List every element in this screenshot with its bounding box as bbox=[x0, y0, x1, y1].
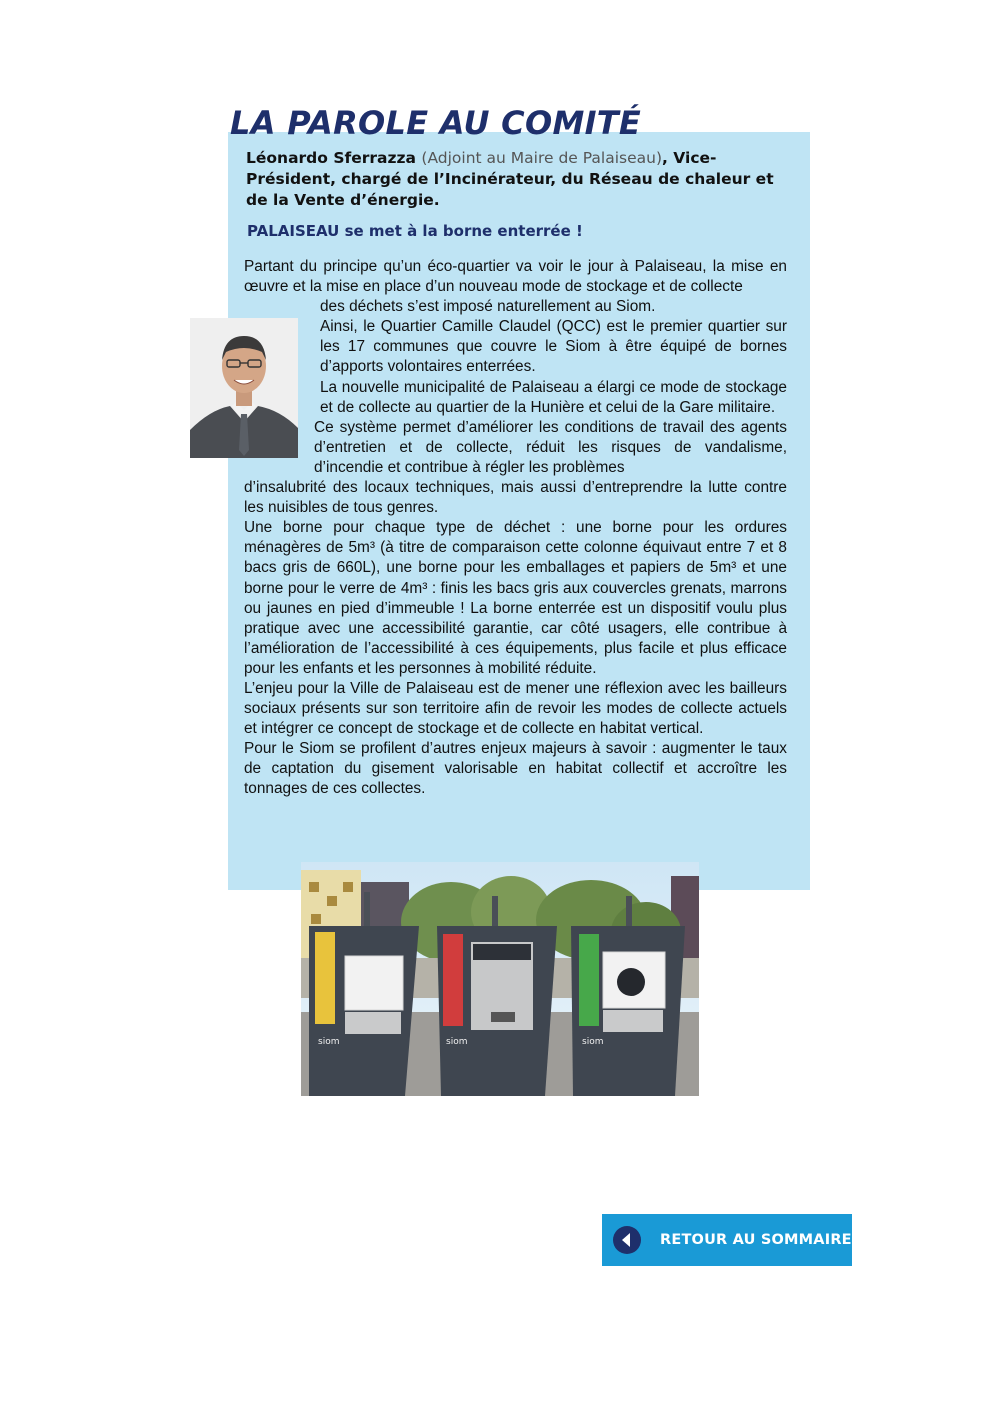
bin-brand-2: siom bbox=[446, 1037, 468, 1047]
underground-bins-photo bbox=[301, 862, 699, 1096]
author-name: Léonardo Sferrazza bbox=[246, 149, 416, 167]
paragraph-system-cont: d’insalubrité des locaux techniques, mais aussi d’entreprendre la lutte contre les nuisibles de tous genres. bbox=[244, 479, 787, 517]
paragraph-siom: Pour le Siom se profilent d’autres enjeux majeurs à savoir : augmenter le taux de captation du gisement valorisable en habitat collectif et accroître les tonnages de ces collectes. bbox=[244, 740, 787, 798]
paragraph-intro: Partant du principe qu’un éco-quartier va voir le jour à Palaiseau, la mise en œuvre et la mise en place d’un nouveau mode de stockage et de collecte bbox=[244, 258, 787, 296]
bin-brand-3: siom bbox=[582, 1037, 604, 1047]
author-function: , Vice-Président, chargé de l’Incinérateur, du Réseau de chaleur et de la Vente d’énergie. bbox=[246, 149, 774, 209]
portrait-illustration bbox=[190, 318, 298, 458]
author-role: (Adjoint au Maire de Palaiseau) bbox=[421, 149, 663, 167]
bin-brand-1: siom bbox=[318, 1037, 340, 1047]
paragraph-bins: Une borne pour chaque type de déchet : une borne pour les ordures ménagères de 5m³ (à titre de comparaison cette colonne équivaut entre 7 et 8 bacs gris de 660L), une borne pour les emballages et papiers de 5m³ et une borne pour le verre de 4m³ : finis les bacs gris aux couvercles grenats, marrons ou jaunes en pied d’immeuble ! La borne enterrée est un dispositif voulu plus pratique avec une accessibilité garantie, car côté usagers, elle contribue à l’amélioration de l’accessibilité à ces équipements, plus facile et plus efficace pour les enfants et les personnes à mobilité réduite. bbox=[244, 519, 787, 677]
bins-illustration bbox=[301, 862, 699, 1096]
paragraph-intro-cont: des déchets s’est imposé naturellement au Siom. bbox=[320, 298, 656, 316]
paragraph-qcc: Ainsi, le Quartier Camille Claudel (QCC) est le premier quartier sur les 17 communes que couvre le Siom à être équipé de bornes d’apports volontaires enterrées. bbox=[320, 318, 787, 376]
author-credit bbox=[246, 148, 786, 211]
page-title: LA PAROLE AU COMITÉ bbox=[230, 104, 642, 142]
paragraph-system: Ce système permet d’améliorer les conditions de travail des agents d’entretien et de collecte, réduit les risques de vandalisme, d’incendie et contribue à régler les problèmes bbox=[314, 418, 787, 476]
back-arrow-icon bbox=[612, 1225, 642, 1255]
article-headline: PALAISEAU se met à la borne enterrée ! bbox=[247, 222, 583, 240]
paragraph-municipality: La nouvelle municipalité de Palaiseau a élargi ce mode de stockage et de collecte au quartier de la Hunière et celui de la Gare militaire. bbox=[320, 378, 787, 416]
article-body bbox=[244, 257, 787, 800]
back-to-summary-button[interactable] bbox=[602, 1214, 852, 1266]
back-to-summary-label: RETOUR AU SOMMAIRE bbox=[660, 1232, 852, 1248]
paragraph-city: L’enjeu pour la Ville de Palaiseau est de mener une réflexion avec les bailleurs sociaux présents sur son territoire afin de revoir les modes de collecte actuels et intégrer ce concept de stockage et de collecte en habitat vertical. bbox=[244, 679, 787, 738]
author-portrait bbox=[190, 318, 298, 458]
